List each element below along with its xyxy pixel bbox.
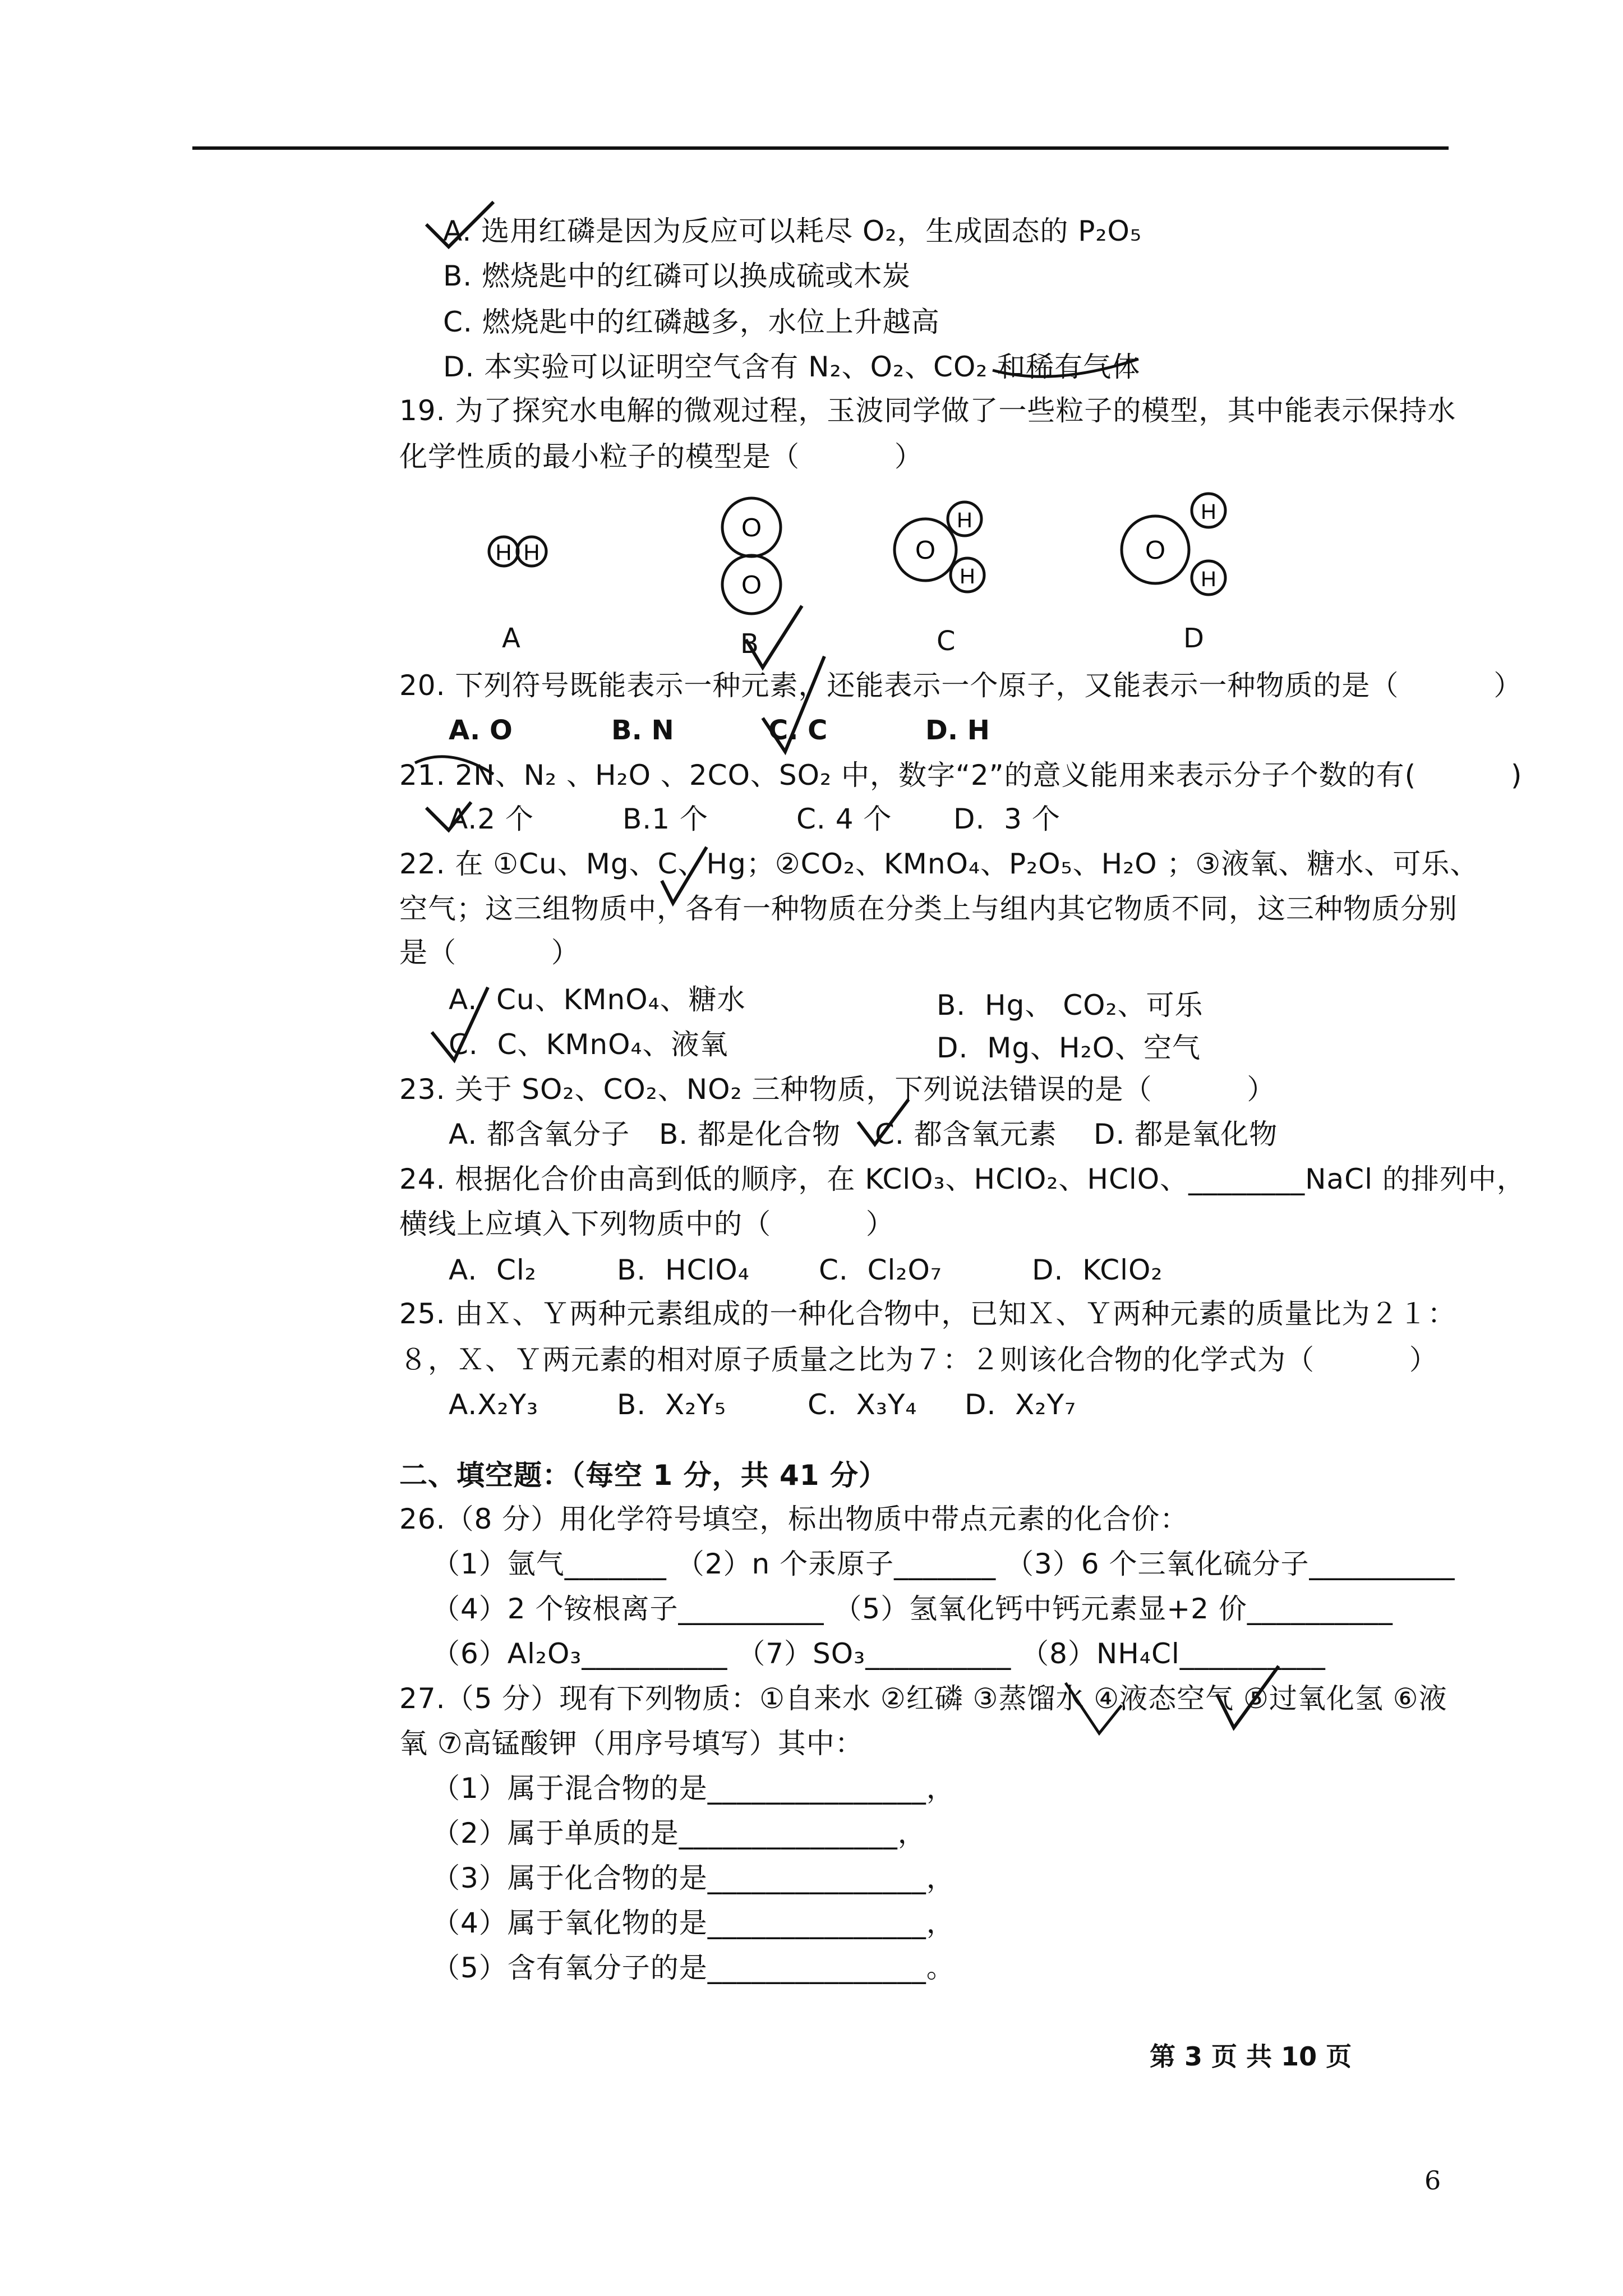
q20-option-a: A. O xyxy=(449,715,513,746)
svg-text:H: H xyxy=(523,540,540,565)
q26-stem: 26.（8 分）用化学符号填空，标出物质中带点元素的化合价： xyxy=(399,1503,1189,1535)
q25-stem-line2: ８，Ｘ、Ｙ两元素的相对原子质量之比为７：２则该化合物的化学式为（ ） xyxy=(399,1343,1438,1376)
check-mark-icon xyxy=(426,202,494,247)
q18-option-a: A. 选用红磷是因为反应可以耗尽 O₂，生成固态的 P₂O₅ xyxy=(443,215,1142,247)
page-number: 6 xyxy=(1424,2165,1441,2196)
check-mark-icon xyxy=(432,987,488,1060)
svg-text:O: O xyxy=(1145,535,1165,564)
q22-option-d: D. Mg、H₂O、空气 xyxy=(937,1032,1201,1064)
q19-stem-line2: 化学性质的最小粒子的模型是（ ） xyxy=(399,440,923,473)
model-label-a: A xyxy=(502,623,520,654)
q18-option-b: B. 燃烧匙中的红磷可以换成硫或木炭 xyxy=(443,260,911,292)
check-mark-icon xyxy=(426,802,471,830)
q24-stem-line1: 24. 根据化合价由高到低的顺序，在 KClO₃、HClO₂、HClO、________NaCl 的排列中， xyxy=(399,1163,1525,1195)
q24-option-a: A. Cl₂ xyxy=(449,1254,537,1286)
q22-option-c: C. C、KMnO₄、液氧 xyxy=(449,1028,728,1061)
q24-option-d: D. KClO₂ xyxy=(1032,1254,1163,1286)
q21-stem: 21. 2N、N₂ 、H₂O 、2CO、SO₂ 中，数字“2”的意义能用来表示分子个数的有( ) xyxy=(399,759,1523,792)
q27-item-3: （3）属于化合物的是_______________， xyxy=(432,1862,955,1894)
q24-option-b: B. HClO₄ xyxy=(617,1254,750,1286)
q22-option-b: B. Hg、 CO₂、可乐 xyxy=(937,989,1204,1022)
check-mark-icon xyxy=(763,656,824,752)
q23-option-b: B. 都是化合物 xyxy=(659,1118,841,1151)
check-mark-icon xyxy=(858,1099,909,1144)
q26-row2: （4）2 个铵根离子__________ （5）氢氧化钙中钙元素显+2 价__________ xyxy=(432,1593,1393,1625)
svg-text:O: O xyxy=(741,570,762,599)
q25-option-c: C. X₃Y₄ xyxy=(808,1388,917,1421)
q21-option-b: B.1 个 xyxy=(623,803,708,835)
svg-text:O: O xyxy=(741,513,762,542)
q23-stem: 23. 关于 SO₂、CO₂、NO₂ 三种物质，下列说法错误的是（ ） xyxy=(399,1073,1276,1106)
q27-item-1: （1）属于混合物的是_______________， xyxy=(432,1772,955,1805)
q26-row1: （1）氩气_______ （2）n 个汞原子_______ （3）6 个三氧化硫分子__________ xyxy=(432,1548,1455,1580)
model-label-d: D xyxy=(1183,623,1204,654)
q20-option-b: B. N xyxy=(611,715,674,746)
q25-option-d: D. X₂Y₇ xyxy=(965,1388,1077,1421)
underline-mark xyxy=(993,359,1138,376)
q21-option-d: D. 3 个 xyxy=(953,803,1061,835)
q26-row3: （6）Al₂O₃__________ （7）SO₃__________ （8）NH₄Cl__________ xyxy=(432,1637,1326,1670)
q18-option-c: C. 燃烧匙中的红磷越多，水位上升越高 xyxy=(443,306,940,338)
q24-stem-line2: 横线上应填入下列物质中的（ ） xyxy=(399,1208,895,1240)
q25-option-b: B. X₂Y₅ xyxy=(617,1388,726,1421)
q23-option-d: D. 都是氧化物 xyxy=(1094,1118,1278,1151)
q20-stem: 20. 下列符号既能表示一种元素，还能表示一个原子，又能表示一种物质的是（ ） xyxy=(399,669,1523,702)
q19-stem-line1: 19. 为了探究水电解的微观过程，玉波同学做了一些粒子的模型，其中能表示保持水 xyxy=(399,394,1456,427)
check-mark-icon xyxy=(1066,1683,1122,1733)
svg-text:O: O xyxy=(915,535,935,564)
q23-option-a: A. 都含氧分子 xyxy=(449,1118,630,1151)
svg-text:H: H xyxy=(960,565,975,588)
q27-stem-line2: 氧 ⑦高锰酸钾（用序号填写）其中： xyxy=(399,1727,864,1760)
check-mark-icon xyxy=(1217,1666,1279,1728)
q20-option-c: C. C xyxy=(768,715,828,746)
q24-option-c: C. Cl₂O₇ xyxy=(819,1254,942,1286)
svg-text:H: H xyxy=(1201,500,1216,524)
q27-item-4: （4）属于氧化物的是_______________， xyxy=(432,1907,955,1939)
check-mark-icon xyxy=(662,847,707,903)
q22-option-a: A. Cu、KMnO₄、糖水 xyxy=(449,983,746,1016)
page-footer: 第 3 页 共 10 页 xyxy=(1150,2041,1352,2072)
q21-option-a: A.2 个 xyxy=(449,803,534,835)
q25-option-a: A.X₂Y₃ xyxy=(449,1388,539,1421)
q20-option-d: D. H xyxy=(925,715,990,746)
q18-option-d: D. 本实验可以证明空气含有 N₂、O₂、CO₂ 和稀有气体 xyxy=(443,351,1141,383)
q21-option-c: C. 4 个 xyxy=(796,803,892,835)
model-label-b: B xyxy=(740,628,759,660)
check-mark-icon xyxy=(746,606,802,668)
svg-text:H: H xyxy=(957,509,972,532)
svg-text:H: H xyxy=(495,540,512,565)
q25-stem-line1: 25. 由Ｘ、Ｙ两种元素组成的一种化合物中，已知Ｘ、Ｙ两种元素的质量比为２１： xyxy=(399,1297,1456,1330)
strikethrough-mark xyxy=(415,757,494,774)
q27-stem-line1: 27.（5 分）现有下列物质：①自来水 ②红磷 ③蒸馏水 ④液态空气 ⑤过氧化氢 ⑥液 xyxy=(399,1682,1447,1715)
q23-option-c: C. 都含氧元素 xyxy=(875,1118,1057,1151)
model-label-c: C xyxy=(937,625,956,657)
q27-item-5: （5）含有氧分子的是_______________。 xyxy=(432,1952,955,1984)
q22-stem-line3: 是（ ） xyxy=(399,936,580,969)
q22-stem-line1: 22. 在 ①Cu、Mg、C、Hg；②CO₂、KMnO₄、P₂O₅、H₂O ；③液氧、糖水、可乐、 xyxy=(399,848,1479,880)
q22-stem-line2: 空气；这三组物质中，各有一种物质在分类上与组内其它物质不同，这三种物质分别 xyxy=(399,892,1458,925)
svg-text:H: H xyxy=(1201,568,1216,591)
section2-title: 二、填空题：（每空 1 分，共 41 分） xyxy=(399,1459,887,1492)
q27-item-2: （2）属于单质的是_______________， xyxy=(432,1817,926,1849)
